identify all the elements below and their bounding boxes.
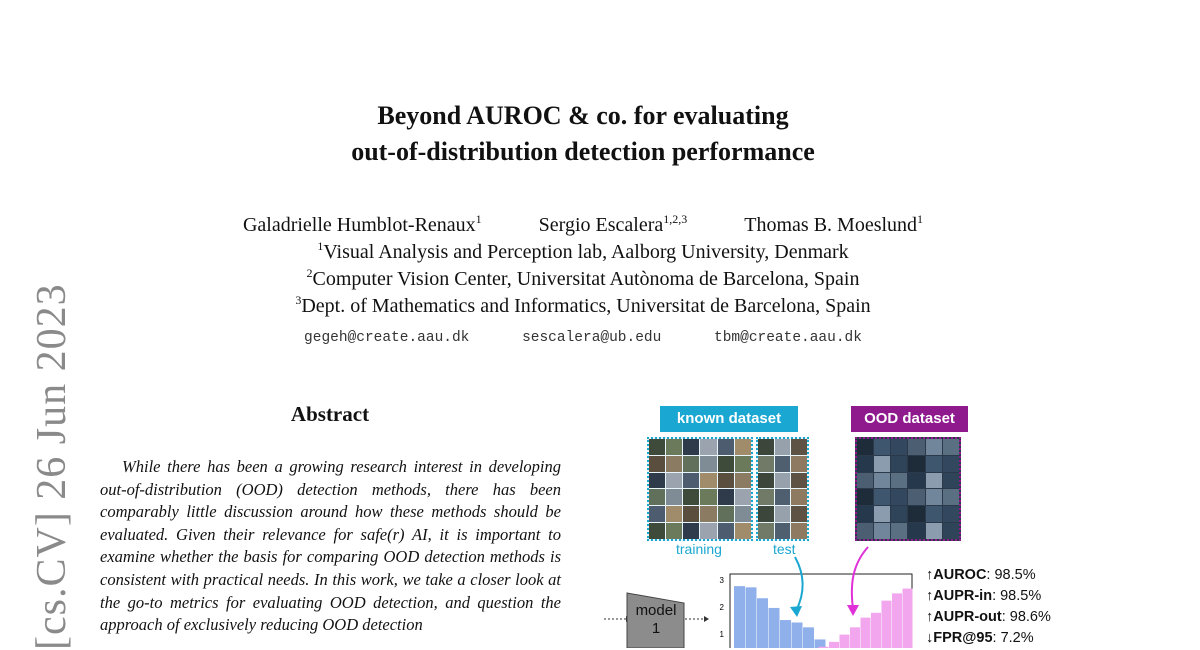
thumbnail <box>735 439 751 455</box>
output-arrow-head <box>704 616 709 622</box>
thumbnail <box>666 489 682 505</box>
thumbnail <box>683 489 699 505</box>
model-label: model <box>635 602 677 619</box>
thumbnail <box>666 523 682 539</box>
training-caption: training <box>676 541 722 557</box>
affiliation-3: $^3$Dept. of Mathematics and Informatics, Universitat de Barcelona, Spain <box>295 293 871 317</box>
metric-auroc: ↑AUROC: 98.5% <box>926 567 1036 583</box>
thumbnail <box>649 489 665 505</box>
thumbnail <box>649 456 665 472</box>
thumbnail <box>683 456 699 472</box>
thumbnail <box>735 506 751 522</box>
known-histogram-bar <box>757 598 768 648</box>
thumbnail <box>718 523 734 539</box>
thumbnail <box>791 439 807 455</box>
ood-histogram-bar <box>829 642 839 648</box>
thumbnail <box>758 473 774 489</box>
thumbnail <box>857 489 873 505</box>
thumbnail <box>666 473 682 489</box>
thumbnail <box>775 523 791 539</box>
thumbnail <box>758 456 774 472</box>
thumbnail <box>718 456 734 472</box>
thumbnail <box>700 506 716 522</box>
known-dataset-label: known dataset <box>660 406 798 432</box>
y-tick-3: 3 <box>719 576 724 585</box>
thumbnail <box>700 473 716 489</box>
arxiv-stamp: [cs.CV] 26 Jun 2023 <box>29 283 75 650</box>
thumbnail <box>943 456 959 472</box>
thumbnail <box>926 456 942 472</box>
metric-aupr-out: ↑AUPR-out: 98.6% <box>926 609 1051 625</box>
title-line-1: Beyond AUROC & co. for evaluating <box>377 101 789 130</box>
affiliation-1: $^1$Visual Analysis and Perception lab, Aalborg University, Denmark <box>317 239 849 263</box>
model-number: 1 <box>651 620 661 637</box>
thumbnail <box>649 473 665 489</box>
thumbnail <box>891 506 907 522</box>
affiliation-2: $^2$Computer Vision Center, Universitat Autònoma de Barcelona, Spain <box>306 266 860 290</box>
thumbnail <box>718 489 734 505</box>
thumbnail <box>908 506 924 522</box>
thumbnail <box>649 506 665 522</box>
known-histogram-bar <box>815 639 826 648</box>
thumbnail <box>735 489 751 505</box>
ood-arrow-head <box>847 605 859 616</box>
thumbnail <box>775 489 791 505</box>
ood-histogram-bar <box>903 589 913 648</box>
thumbnail <box>926 523 942 539</box>
y-tick-1: 1 <box>719 630 724 639</box>
ood-dataset-label: OOD dataset <box>851 406 968 432</box>
test-caption: test <box>773 541 796 557</box>
thumbnail <box>700 439 716 455</box>
thumbnail <box>943 489 959 505</box>
thumbnail <box>857 456 873 472</box>
thumbnail <box>649 523 665 539</box>
thumbnail <box>857 473 873 489</box>
thumbnail <box>926 473 942 489</box>
metric-aupr-in: ↑AUPR-in: 98.5% <box>926 588 1042 604</box>
abstract-body: While there has been a growing research interest in developing out-of-distribution (OOD) detection methods, there has been comparably little discussion around how these methods should be evaluated. Given their relevance for safe(r) AI, it is important to examine whether the basis for comparing OOD detection methods is consistent with practical needs. In this work, we take a closer look at the go-to metrics for evaluating OOD detection, and question the approach of exclusively reducing OOD detection <box>100 457 561 635</box>
thumbnail <box>683 506 699 522</box>
known-histogram-bar <box>780 620 791 648</box>
thumbnail <box>735 456 751 472</box>
known-histogram-bar <box>792 622 803 648</box>
thumbnail <box>791 489 807 505</box>
ood-histogram <box>808 589 913 648</box>
thumbnail <box>908 439 924 455</box>
thumbnail <box>891 439 907 455</box>
ood-histogram-bar <box>840 635 850 648</box>
test-to-histogram-arrow <box>795 557 803 611</box>
ood-histogram-bar <box>850 627 860 648</box>
thumbnail <box>700 489 716 505</box>
thumbnail <box>874 523 890 539</box>
thumbnail <box>891 489 907 505</box>
thumbnail <box>908 489 924 505</box>
thumbnail <box>649 439 665 455</box>
thumbnail <box>857 506 873 522</box>
ood-histogram-bar <box>882 601 892 648</box>
thumbnail <box>874 439 890 455</box>
thumbnail <box>791 506 807 522</box>
thumbnail <box>926 506 942 522</box>
author-3: Thomas B. Moeslund$^1$ <box>744 212 924 236</box>
thumbnail <box>775 456 791 472</box>
thumbnail <box>735 473 751 489</box>
author-2: Sergio Escalera$^{1,2,3}$ <box>538 212 688 236</box>
known-histogram <box>734 586 837 648</box>
thumbnail <box>791 473 807 489</box>
thumbnail <box>758 523 774 539</box>
thumbnail <box>926 439 942 455</box>
thumbnail <box>791 456 807 472</box>
ood-histogram-bar <box>861 618 871 648</box>
abstract-heading: Abstract <box>290 402 370 426</box>
metrics-list <box>926 565 1051 649</box>
thumbnail <box>857 439 873 455</box>
thumbnail <box>758 506 774 522</box>
known-histogram-bar <box>734 586 745 648</box>
thumbnail <box>775 506 791 522</box>
known-histogram-bar <box>769 608 780 648</box>
thumbnail <box>943 506 959 522</box>
known-histogram-bar <box>803 627 814 648</box>
thumbnail <box>700 523 716 539</box>
thumbnail <box>874 506 890 522</box>
thumbnail <box>857 523 873 539</box>
ood-histogram-bar <box>871 613 881 648</box>
known-histogram-bar <box>746 587 757 648</box>
paper-title <box>0 98 1166 170</box>
thumbnail <box>874 489 890 505</box>
thumbnail <box>926 489 942 505</box>
author-block <box>0 212 1166 320</box>
thumbnail <box>683 439 699 455</box>
thumbnail <box>908 473 924 489</box>
y-tick-2: 2 <box>719 603 724 612</box>
author-emails <box>0 330 1166 346</box>
thumbnail <box>758 489 774 505</box>
thumbnail <box>943 523 959 539</box>
thumbnail <box>891 456 907 472</box>
ood-image-grid <box>855 437 961 541</box>
thumbnail <box>718 473 734 489</box>
thumbnail <box>666 439 682 455</box>
thumbnail <box>908 523 924 539</box>
thumbnail <box>891 473 907 489</box>
thumbnail <box>891 523 907 539</box>
thumbnail <box>908 456 924 472</box>
thumbnail <box>700 456 716 472</box>
test-arrow-head <box>790 606 802 617</box>
thumbnail <box>775 439 791 455</box>
thumbnail <box>943 439 959 455</box>
email-2[interactable]: sescalera@ub.edu <box>522 330 662 346</box>
thumbnail <box>718 439 734 455</box>
training-image-grid <box>647 437 753 541</box>
ood-histogram-bar <box>892 593 902 648</box>
thumbnail <box>874 456 890 472</box>
metric-fpr95: ↓FPR@95: 7.2% <box>926 630 1034 646</box>
thumbnail <box>943 473 959 489</box>
author-1: Galadrielle Humblot-Renaux$^1$ <box>242 212 482 236</box>
thumbnail <box>683 523 699 539</box>
thumbnail <box>683 473 699 489</box>
ood-score-figure <box>600 545 930 648</box>
thumbnail <box>666 456 682 472</box>
test-image-grid <box>756 437 809 541</box>
title-line-2: out-of-distribution detection performance <box>351 137 815 166</box>
thumbnail <box>775 473 791 489</box>
ood-to-histogram-arrow <box>852 547 868 609</box>
thumbnail <box>718 506 734 522</box>
thumbnail <box>874 473 890 489</box>
thumbnail <box>735 523 751 539</box>
thumbnail <box>666 506 682 522</box>
thumbnail <box>791 523 807 539</box>
thumbnail <box>758 439 774 455</box>
author-names <box>0 212 1166 239</box>
email-3[interactable]: tbm@create.aau.dk <box>714 330 862 346</box>
email-1[interactable]: gegeh@create.aau.dk <box>304 330 470 346</box>
